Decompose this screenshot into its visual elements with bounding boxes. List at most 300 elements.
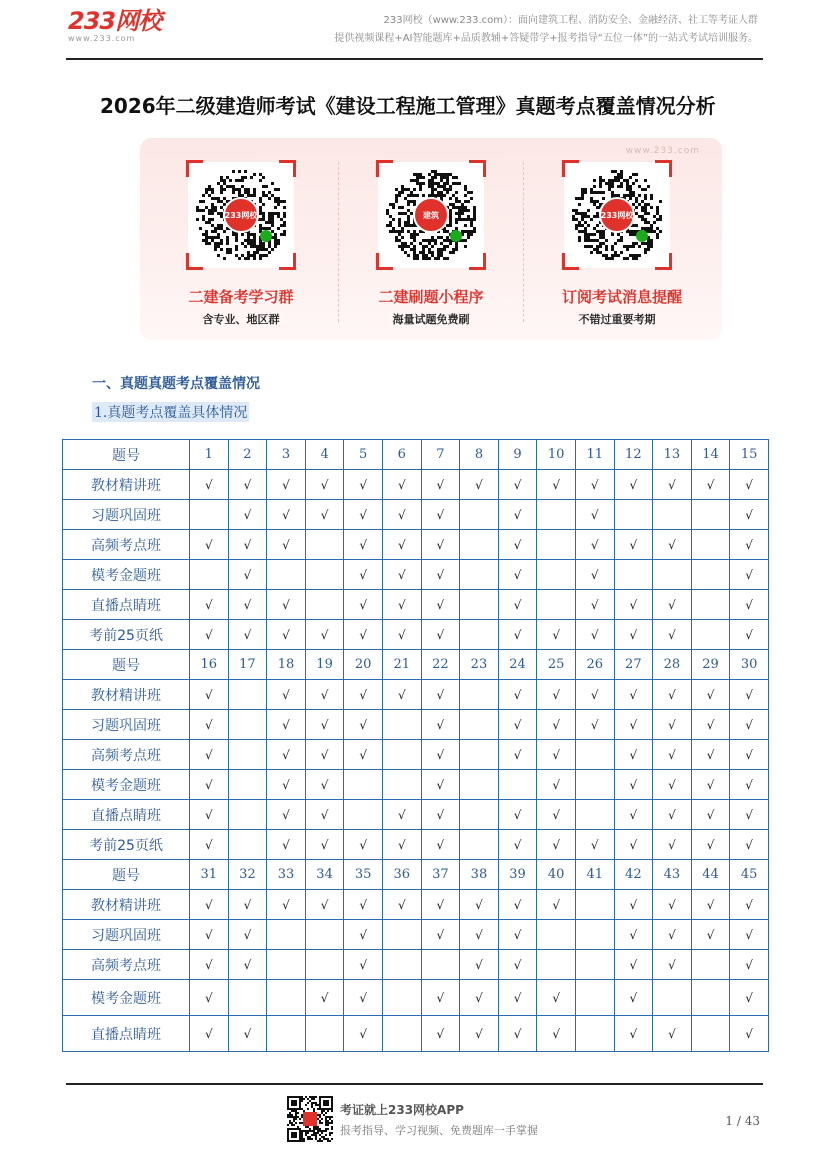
coverage-cell: √ [653,620,692,650]
coverage-cell: √ [460,1016,499,1052]
question-number: 12 [614,440,653,470]
course-label: 教材精讲班 [63,890,190,920]
coverage-cell: √ [228,470,267,500]
coverage-cell: √ [382,680,421,710]
page-title: 2026年二级建造师考试《建设工程施工管理》真题考点覆盖情况分析 [100,94,716,118]
table-row [63,920,769,950]
coverage-cell: √ [190,770,229,800]
coverage-cell: √ [421,770,460,800]
coverage-cell: √ [267,830,306,860]
question-number: 33 [267,860,306,890]
coverage-cell [460,500,499,530]
question-number: 14 [691,440,730,470]
coverage-cell [653,980,692,1016]
qr-code-frame [564,162,670,268]
coverage-cell [460,620,499,650]
qr-card-title: 二建刷题小程序 [378,288,484,306]
coverage-cell [228,740,267,770]
coverage-cell: √ [228,950,267,980]
coverage-cell: √ [421,1016,460,1052]
coverage-cell: √ [730,980,769,1016]
question-number: 37 [421,860,460,890]
coverage-cell: √ [614,920,653,950]
coverage-cell: √ [460,950,499,980]
coverage-cell: √ [653,680,692,710]
coverage-cell [382,710,421,740]
coverage-cell: √ [190,980,229,1016]
coverage-cell [305,560,344,590]
coverage-cell: √ [305,740,344,770]
coverage-cell: √ [498,800,537,830]
question-number: 45 [730,860,769,890]
coverage-cell [614,560,653,590]
coverage-cell: √ [190,950,229,980]
coverage-cell: √ [382,620,421,650]
coverage-cell: √ [460,890,499,920]
coverage-cell: √ [421,710,460,740]
coverage-cell: √ [614,980,653,1016]
page-number: 1 / 43 [725,1114,760,1128]
qr-card-study-group[interactable] [186,162,296,327]
coverage-cell [537,530,576,560]
coverage-cell: √ [730,950,769,980]
coverage-cell: √ [421,920,460,950]
coverage-cell: √ [421,830,460,860]
coverage-cell: √ [691,770,730,800]
coverage-cell: √ [498,470,537,500]
coverage-cell: √ [575,710,614,740]
table-row [63,1016,769,1052]
coverage-cell [460,680,499,710]
qr-card-subtitle: 不错过重要考期 [578,313,656,326]
coverage-cell: √ [305,470,344,500]
coverage-cell: √ [498,920,537,950]
coverage-cell: √ [498,500,537,530]
coverage-cell: √ [730,1016,769,1052]
coverage-cell [228,770,267,800]
table-row [63,560,769,590]
coverage-cell: √ [575,530,614,560]
coverage-cell: √ [267,740,306,770]
coverage-cell: √ [344,950,383,980]
question-number: 19 [305,650,344,680]
qr-badge-text: 建筑 [423,211,439,220]
coverage-cell: √ [190,740,229,770]
banner-watermark-url: www.233.com [625,146,700,156]
question-number: 39 [498,860,537,890]
coverage-cell: √ [382,560,421,590]
question-number: 11 [575,440,614,470]
coverage-cell [382,950,421,980]
table-row [63,680,769,710]
qr-badge-text: 233网校 [600,211,634,220]
coverage-cell [228,980,267,1016]
qr-card-subtitle: 含专业、地区群 [202,313,280,326]
coverage-cell [190,560,229,590]
section-heading: 一、真题真题考点覆盖情况 [92,376,260,392]
coverage-cell: √ [498,590,537,620]
question-number: 38 [460,860,499,890]
header-desc-line1: 233网校（www.233.com）：面向建筑工程、消防安全、金融经济、社工等考证人群 [383,15,758,26]
coverage-cell: √ [460,920,499,950]
coverage-cell: √ [730,890,769,920]
coverage-cell [382,740,421,770]
question-number: 3 [267,440,306,470]
coverage-cell: √ [267,680,306,710]
coverage-cell [267,980,306,1016]
coverage-cell [653,560,692,590]
coverage-cell: √ [344,920,383,950]
coverage-cell: √ [267,590,306,620]
course-label: 习题巩固班 [63,920,190,950]
coverage-cell [575,920,614,950]
coverage-cell: √ [614,950,653,980]
question-number: 29 [691,650,730,680]
coverage-cell: √ [498,1016,537,1052]
header-divider [66,58,763,60]
coverage-cell: √ [498,890,537,920]
coverage-cell [267,1016,306,1052]
coverage-cell: √ [228,920,267,950]
coverage-cell: √ [498,620,537,650]
coverage-cell [228,680,267,710]
question-number: 31 [190,860,229,890]
course-label: 习题巩固班 [63,710,190,740]
coverage-cell: √ [344,710,383,740]
question-number: 28 [653,650,692,680]
coverage-cell: √ [228,890,267,920]
coverage-cell: √ [730,590,769,620]
coverage-cell: √ [344,560,383,590]
table-row [63,500,769,530]
coverage-cell: √ [460,470,499,500]
coverage-cell: √ [267,770,306,800]
coverage-cell: √ [228,530,267,560]
coverage-cell: √ [691,740,730,770]
qr-card-practice-app[interactable] [376,162,486,327]
coverage-cell: √ [537,740,576,770]
coverage-cell: √ [653,770,692,800]
brand-logo[interactable] [68,8,161,44]
qr-code-icon [386,170,476,260]
coverage-cell: √ [190,710,229,740]
coverage-cell: √ [305,980,344,1016]
coverage-cell: √ [691,830,730,860]
question-number: 42 [614,860,653,890]
coverage-cell [228,800,267,830]
question-number: 27 [614,650,653,680]
coverage-cell: √ [537,620,576,650]
coverage-cell [575,980,614,1016]
coverage-cell: √ [653,710,692,740]
table-row [63,950,769,980]
qr-card-subtitle: 海量试题免费刷 [392,313,470,326]
coverage-cell: √ [228,620,267,650]
coverage-cell [575,800,614,830]
coverage-cell: √ [537,980,576,1016]
coverage-cell: √ [190,890,229,920]
question-number: 17 [228,650,267,680]
coverage-cell: √ [653,830,692,860]
coverage-cell [653,500,692,530]
question-number-label: 题号 [63,650,190,680]
coverage-cell: √ [614,620,653,650]
course-label: 高频考点班 [63,740,190,770]
coverage-cell [190,500,229,530]
coverage-cell: √ [267,470,306,500]
coverage-cell: √ [730,530,769,560]
coverage-cell: √ [730,770,769,800]
question-number: 7 [421,440,460,470]
question-number: 43 [653,860,692,890]
coverage-cell: √ [344,890,383,920]
question-number: 9 [498,440,537,470]
coverage-cell: √ [344,740,383,770]
coverage-cell: √ [498,980,537,1016]
coverage-cell: √ [575,620,614,650]
coverage-cell: √ [344,680,383,710]
coverage-cell [460,800,499,830]
coverage-cell: √ [498,830,537,860]
coverage-cell: √ [537,680,576,710]
coverage-cell: √ [730,680,769,710]
coverage-cell: √ [614,800,653,830]
coverage-cell: √ [228,590,267,620]
course-label: 直播点睛班 [63,590,190,620]
table-header-row [63,440,769,470]
coverage-cell: √ [537,890,576,920]
coverage-cell: √ [498,530,537,560]
coverage-cell: √ [498,710,537,740]
coverage-cell: √ [305,500,344,530]
coverage-cell: √ [190,920,229,950]
question-number: 35 [344,860,383,890]
table-row [63,710,769,740]
coverage-cell: √ [730,500,769,530]
coverage-cell: √ [691,890,730,920]
coverage-cell: √ [653,590,692,620]
coverage-cell [382,920,421,950]
coverage-cell [460,530,499,560]
coverage-cell: √ [653,890,692,920]
coverage-cell [691,980,730,1016]
coverage-cell [691,620,730,650]
coverage-cell: √ [653,470,692,500]
table-row [63,830,769,860]
coverage-cell: √ [460,980,499,1016]
coverage-cell: √ [614,770,653,800]
coverage-cell: √ [537,710,576,740]
course-label: 直播点睛班 [63,1016,190,1052]
coverage-cell: √ [382,530,421,560]
coverage-cell: √ [190,680,229,710]
coverage-cell: √ [305,830,344,860]
coverage-cell: √ [653,1016,692,1052]
coverage-cell: √ [614,1016,653,1052]
coverage-cell [305,950,344,980]
coverage-cell: √ [382,890,421,920]
coverage-cell: √ [267,530,306,560]
coverage-cell: √ [614,680,653,710]
coverage-cell: √ [190,470,229,500]
header-desc-line2: 提供视频课程+AI智能题库+品质教辅+答疑带学+报考指导“五位一体”的一站式考试培训服务。 [334,33,758,44]
coverage-cell [537,590,576,620]
coverage-cell: √ [305,620,344,650]
question-number-label: 题号 [63,860,190,890]
coverage-cell: √ [382,470,421,500]
course-label: 模考金题班 [63,770,190,800]
coverage-cell [267,920,306,950]
coverage-cell: √ [653,920,692,950]
coverage-cell [382,770,421,800]
coverage-cell: √ [267,710,306,740]
logo-text: 233网校 [68,7,162,35]
table-row [63,800,769,830]
coverage-cell: √ [305,800,344,830]
coverage-cell: √ [421,890,460,920]
question-number: 30 [730,650,769,680]
question-number: 6 [382,440,421,470]
coverage-cell: √ [421,470,460,500]
coverage-cell: √ [691,800,730,830]
coverage-cell [267,560,306,590]
coverage-cell: √ [228,1016,267,1052]
coverage-cell: √ [614,890,653,920]
question-number: 16 [190,650,229,680]
table-row [63,980,769,1016]
coverage-cell: √ [421,980,460,1016]
coverage-cell [575,1016,614,1052]
coverage-cell [691,1016,730,1052]
coverage-cell: √ [421,800,460,830]
coverage-cell: √ [614,830,653,860]
coverage-cell: √ [614,710,653,740]
coverage-cell: √ [614,470,653,500]
qr-code-icon [196,170,286,260]
coverage-cell [498,770,537,800]
coverage-cell: √ [730,740,769,770]
coverage-cell: √ [382,500,421,530]
coverage-cell [305,530,344,560]
coverage-cell: √ [267,500,306,530]
coverage-cell: √ [653,530,692,560]
coverage-cell: √ [575,680,614,710]
question-number-label: 题号 [63,440,190,470]
coverage-cell: √ [344,830,383,860]
table-row [63,740,769,770]
question-number: 2 [228,440,267,470]
coverage-cell: √ [344,590,383,620]
coverage-cell [691,590,730,620]
coverage-cell: √ [691,710,730,740]
coverage-cell [460,770,499,800]
coverage-cell [228,830,267,860]
qr-card-exam-reminder[interactable] [562,162,683,327]
coverage-cell [344,770,383,800]
coverage-cell: √ [537,770,576,800]
coverage-table [62,439,769,1052]
question-number: 8 [460,440,499,470]
coverage-cell [691,560,730,590]
coverage-cell: √ [421,560,460,590]
question-number: 41 [575,860,614,890]
coverage-cell: √ [730,620,769,650]
coverage-cell: √ [730,470,769,500]
table-row [63,770,769,800]
question-number: 40 [537,860,576,890]
question-number: 34 [305,860,344,890]
logo-url: www.233.com [68,34,136,43]
subsection-heading: 1.真题考点覆盖具体情况 [92,402,249,422]
coverage-cell: √ [537,830,576,860]
coverage-cell: √ [305,710,344,740]
coverage-cell [460,590,499,620]
table-header-row [63,860,769,890]
coverage-cell: √ [421,680,460,710]
banner-divider [338,162,339,322]
coverage-cell [691,500,730,530]
qr-code-frame [188,162,294,268]
coverage-cell: √ [267,890,306,920]
coverage-cell: √ [267,620,306,650]
coverage-cell: √ [575,500,614,530]
coverage-cell: √ [498,680,537,710]
coverage-cell: √ [614,530,653,560]
qr-card-title: 二建备考学习群 [188,288,294,306]
question-number: 4 [305,440,344,470]
coverage-cell: √ [498,740,537,770]
coverage-cell: √ [305,770,344,800]
question-number: 23 [460,650,499,680]
app-qr-code-icon[interactable] [287,1096,333,1142]
coverage-cell: √ [190,830,229,860]
table-row [63,590,769,620]
coverage-cell: √ [498,950,537,980]
question-number: 21 [382,650,421,680]
coverage-cell: √ [267,800,306,830]
coverage-cell: √ [575,470,614,500]
coverage-cell: √ [421,590,460,620]
table-row [63,890,769,920]
coverage-cell [344,800,383,830]
question-number: 24 [498,650,537,680]
coverage-cell: √ [730,560,769,590]
course-label: 模考金题班 [63,980,190,1016]
coverage-cell: √ [575,830,614,860]
coverage-cell: √ [653,800,692,830]
table-row [63,530,769,560]
coverage-cell: √ [421,620,460,650]
coverage-cell: √ [537,470,576,500]
footer-divider [66,1083,763,1085]
coverage-cell [537,560,576,590]
question-number: 10 [537,440,576,470]
qr-banner [140,138,722,340]
coverage-cell: √ [614,590,653,620]
coverage-cell: √ [730,800,769,830]
coverage-cell [537,950,576,980]
coverage-cell: √ [421,530,460,560]
coverage-cell: √ [421,740,460,770]
coverage-cell: √ [691,920,730,950]
qr-code-frame [378,162,484,268]
coverage-cell: √ [575,560,614,590]
coverage-cell: √ [344,1016,383,1052]
table-row [63,470,769,500]
coverage-cell: √ [228,500,267,530]
coverage-cell [691,950,730,980]
coverage-cell [305,590,344,620]
